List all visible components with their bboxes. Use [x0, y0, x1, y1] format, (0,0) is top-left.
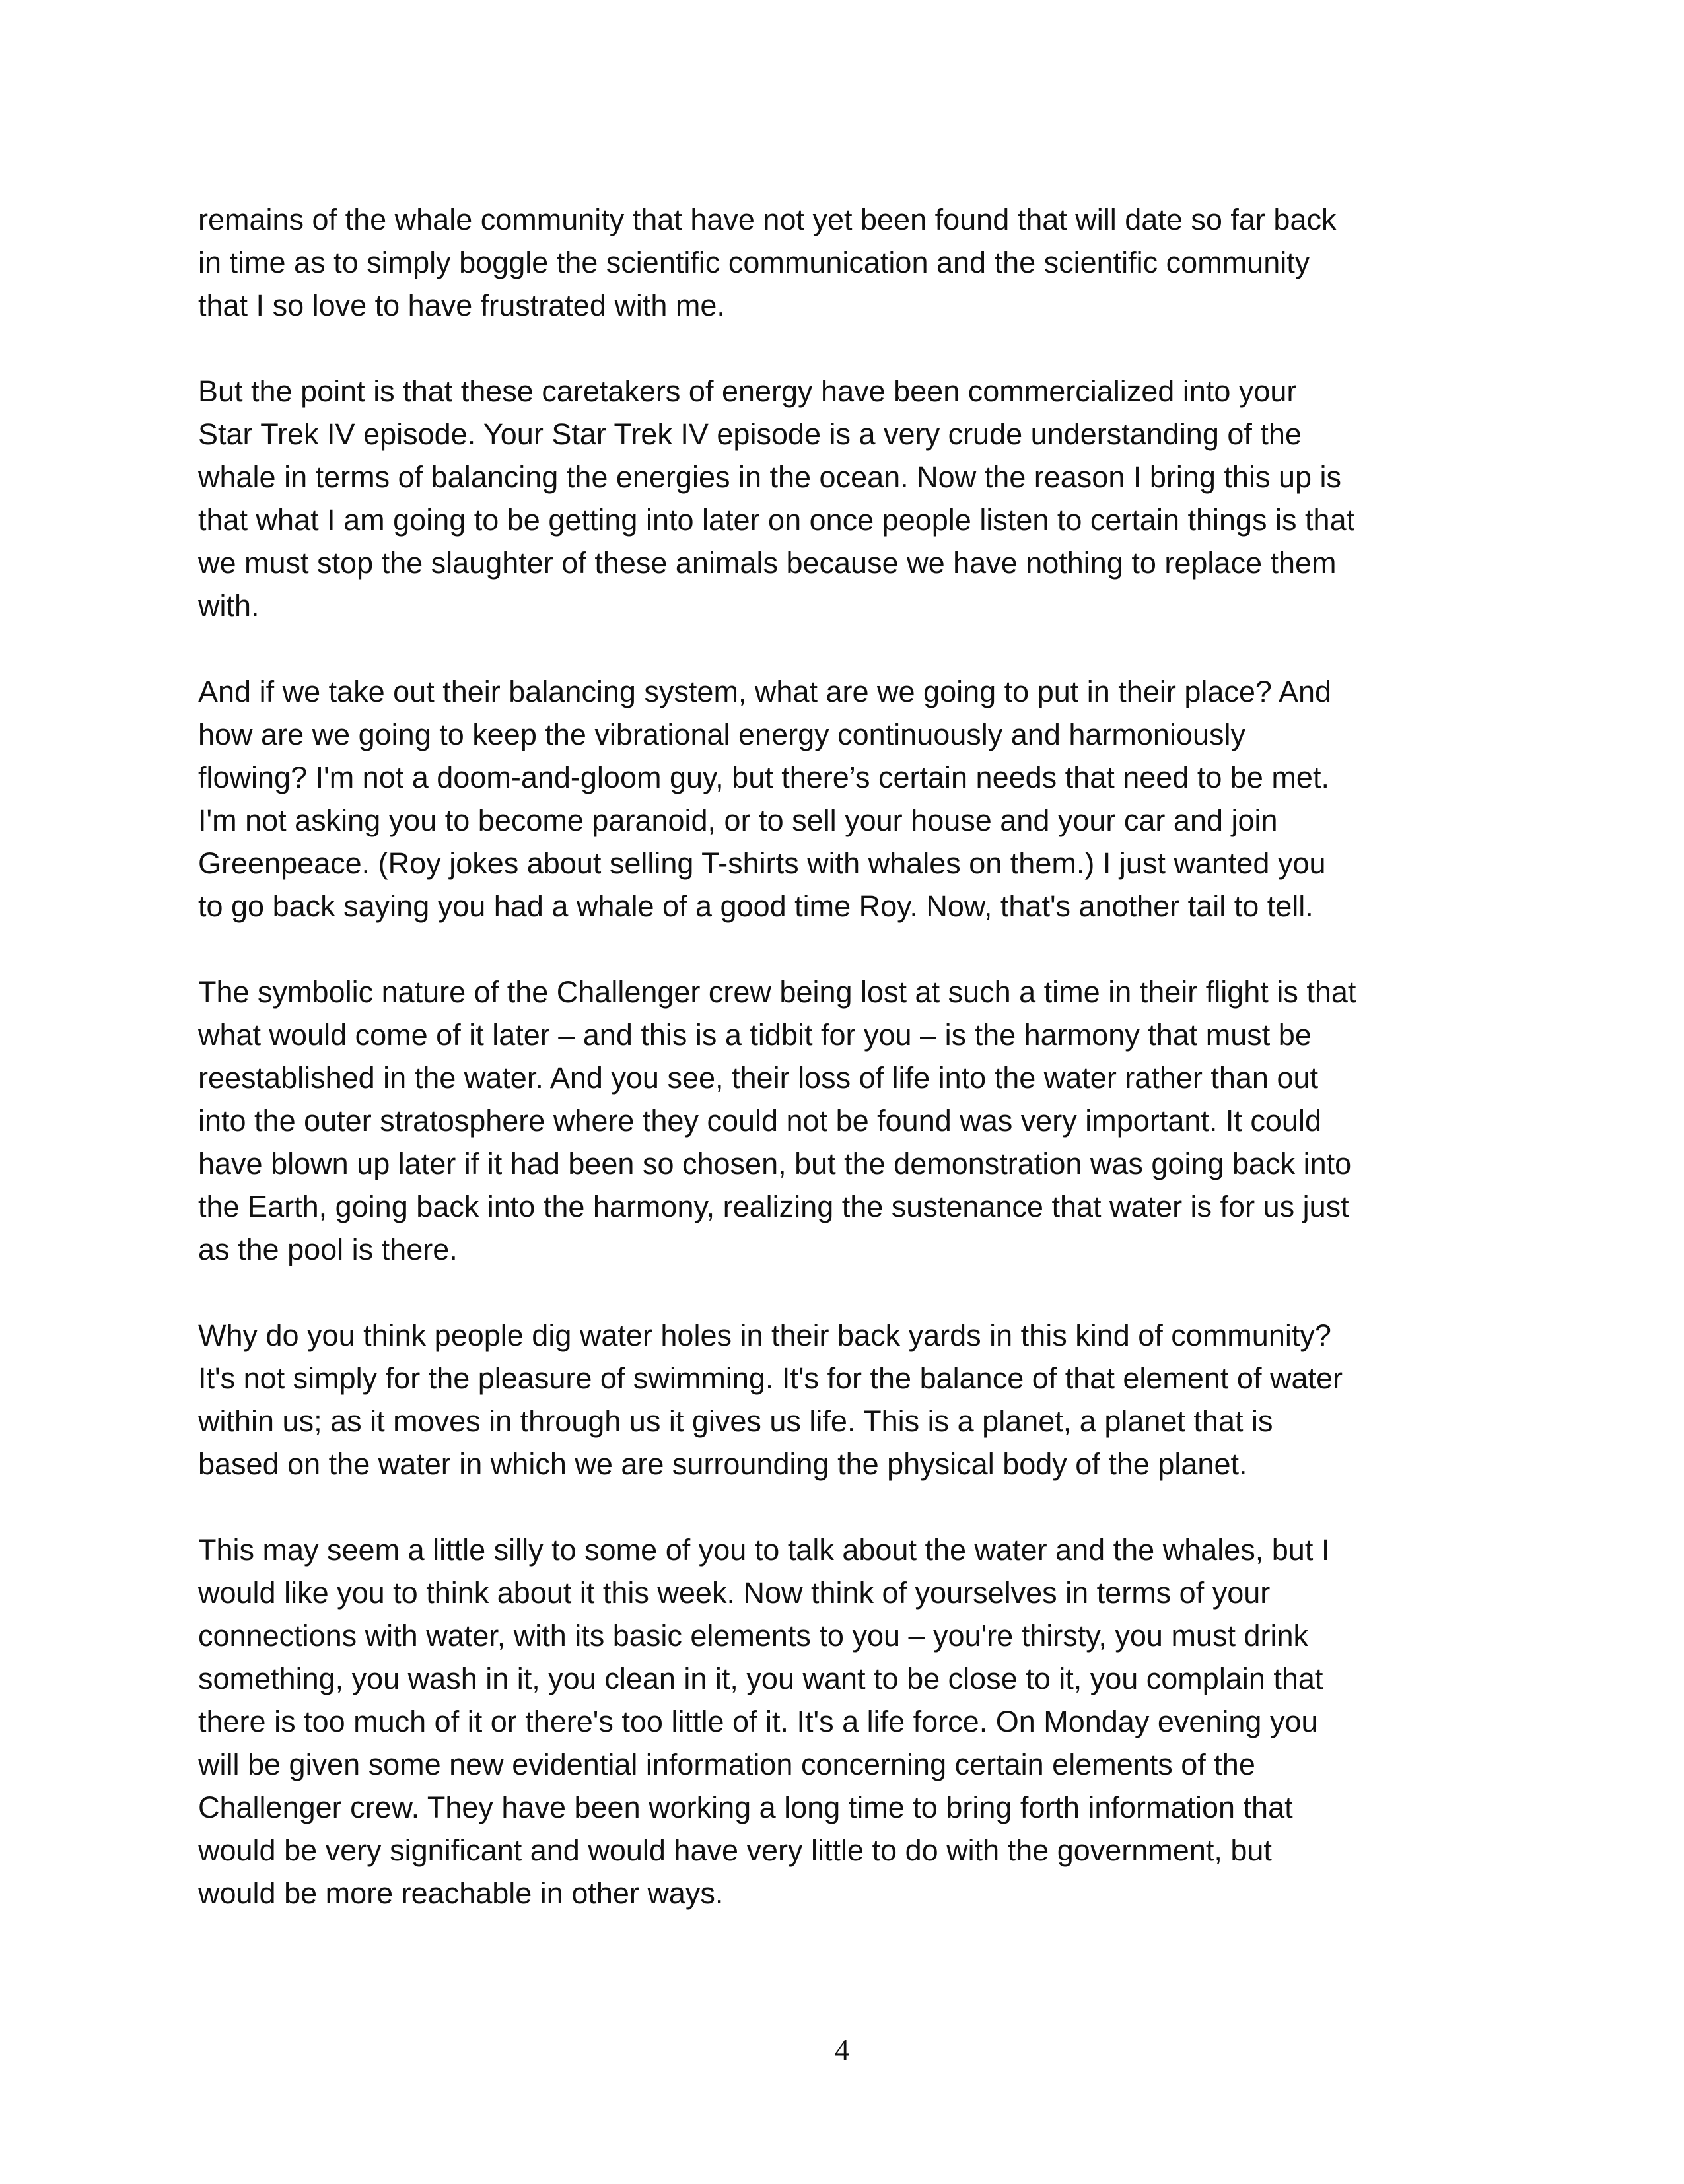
text-line: that I so love to have frustrated with me.: [198, 289, 725, 322]
text-line: And if we take out their balancing system, what are we going to put in their place? And: [198, 675, 1332, 708]
text-line: something, you wash in it, you clean in it, you want to be close to it, you complain that: [198, 1662, 1323, 1695]
text-line: Greenpeace. (Roy jokes about selling T-shirts with whales on them.) I just wanted you: [198, 846, 1326, 880]
paragraph-2: [198, 370, 1499, 627]
text-line: would be more reachable in other ways.: [198, 1876, 724, 1910]
text-line: how are we going to keep the vibrational energy continuously and harmoniously: [198, 718, 1245, 751]
page-number: 4: [834, 2033, 850, 2066]
paragraph-5: [198, 1314, 1499, 1485]
text-line: there is too much of it or there's too little of it. It's a life force. On Monday evening you: [198, 1705, 1318, 1738]
text-line: the Earth, going back into the harmony, realizing the sustenance that water is for us just: [198, 1190, 1349, 1223]
text-line: reestablished in the water. And you see, their loss of life into the water rather than out: [198, 1061, 1319, 1095]
text-line: would be very significant and would have very little to do with the government, but: [198, 1833, 1272, 1867]
text-line: would like you to think about it this week. Now think of yourselves in terms of your: [198, 1576, 1271, 1610]
text-line: It's not simply for the pleasure of swimming. It's for the balance of that element of water: [198, 1361, 1343, 1395]
text-line: with.: [198, 589, 260, 623]
text-line: as the pool is there.: [198, 1233, 458, 1266]
text-line: remains of the whale community that have not yet been found that will date so far back: [198, 203, 1337, 236]
text-line: Why do you think people dig water holes in their back yards in this kind of community?: [198, 1318, 1331, 1352]
text-line: whale in terms of balancing the energies in the ocean. Now the reason I bring this up is: [198, 460, 1342, 494]
text-line: flowing? I'm not a doom-and-gloom guy, but there’s certain needs that need to be met.: [198, 761, 1329, 794]
text-line: that what I am going to be getting into later on once people listen to certain things is that: [198, 503, 1355, 537]
paragraph-4: [198, 971, 1499, 1271]
text-line: within us; as it moves in through us it gives us life. This is a planet, a planet that is: [198, 1404, 1273, 1438]
text-line: But the point is that these caretakers of energy have been commercialized into your: [198, 374, 1297, 408]
body-text: [198, 198, 1499, 1958]
paragraph-3: [198, 670, 1499, 928]
text-line: The symbolic nature of the Challenger crew being lost at such a time in their flight is that: [198, 975, 1356, 1009]
text-line: I'm not asking you to become paranoid, or to sell your house and your car and join: [198, 803, 1278, 837]
text-line: Star Trek IV episode. Your Star Trek IV episode is a very crude understanding of the: [198, 417, 1302, 451]
text-line: connections with water, with its basic elements to you – you're thirsty, you must drink: [198, 1619, 1308, 1653]
paragraph-6: [198, 1528, 1499, 1915]
text-line: will be given some new evidential information concerning certain elements of the: [198, 1748, 1255, 1781]
text-line: based on the water in which we are surrounding the physical body of the planet.: [198, 1447, 1247, 1481]
text-line: have blown up later if it had been so chosen, but the demonstration was going back into: [198, 1147, 1352, 1180]
text-line: to go back saying you had a whale of a good time Roy. Now, that's another tail to tell.: [198, 889, 1314, 923]
text-line: Challenger crew. They have been working a long time to bring forth information that: [198, 1791, 1293, 1824]
paragraph-1: [198, 198, 1499, 327]
text-line: This may seem a little silly to some of you to talk about the water and the whales, but I: [198, 1533, 1330, 1567]
text-line: what would come of it later – and this is a tidbit for you – is the harmony that must be: [198, 1018, 1312, 1052]
text-line: in time as to simply boggle the scientific communication and the scientific community: [198, 246, 1310, 279]
text-line: we must stop the slaughter of these animals because we have nothing to replace them: [198, 546, 1337, 580]
text-line: into the outer stratosphere where they could not be found was very important. It could: [198, 1104, 1321, 1138]
